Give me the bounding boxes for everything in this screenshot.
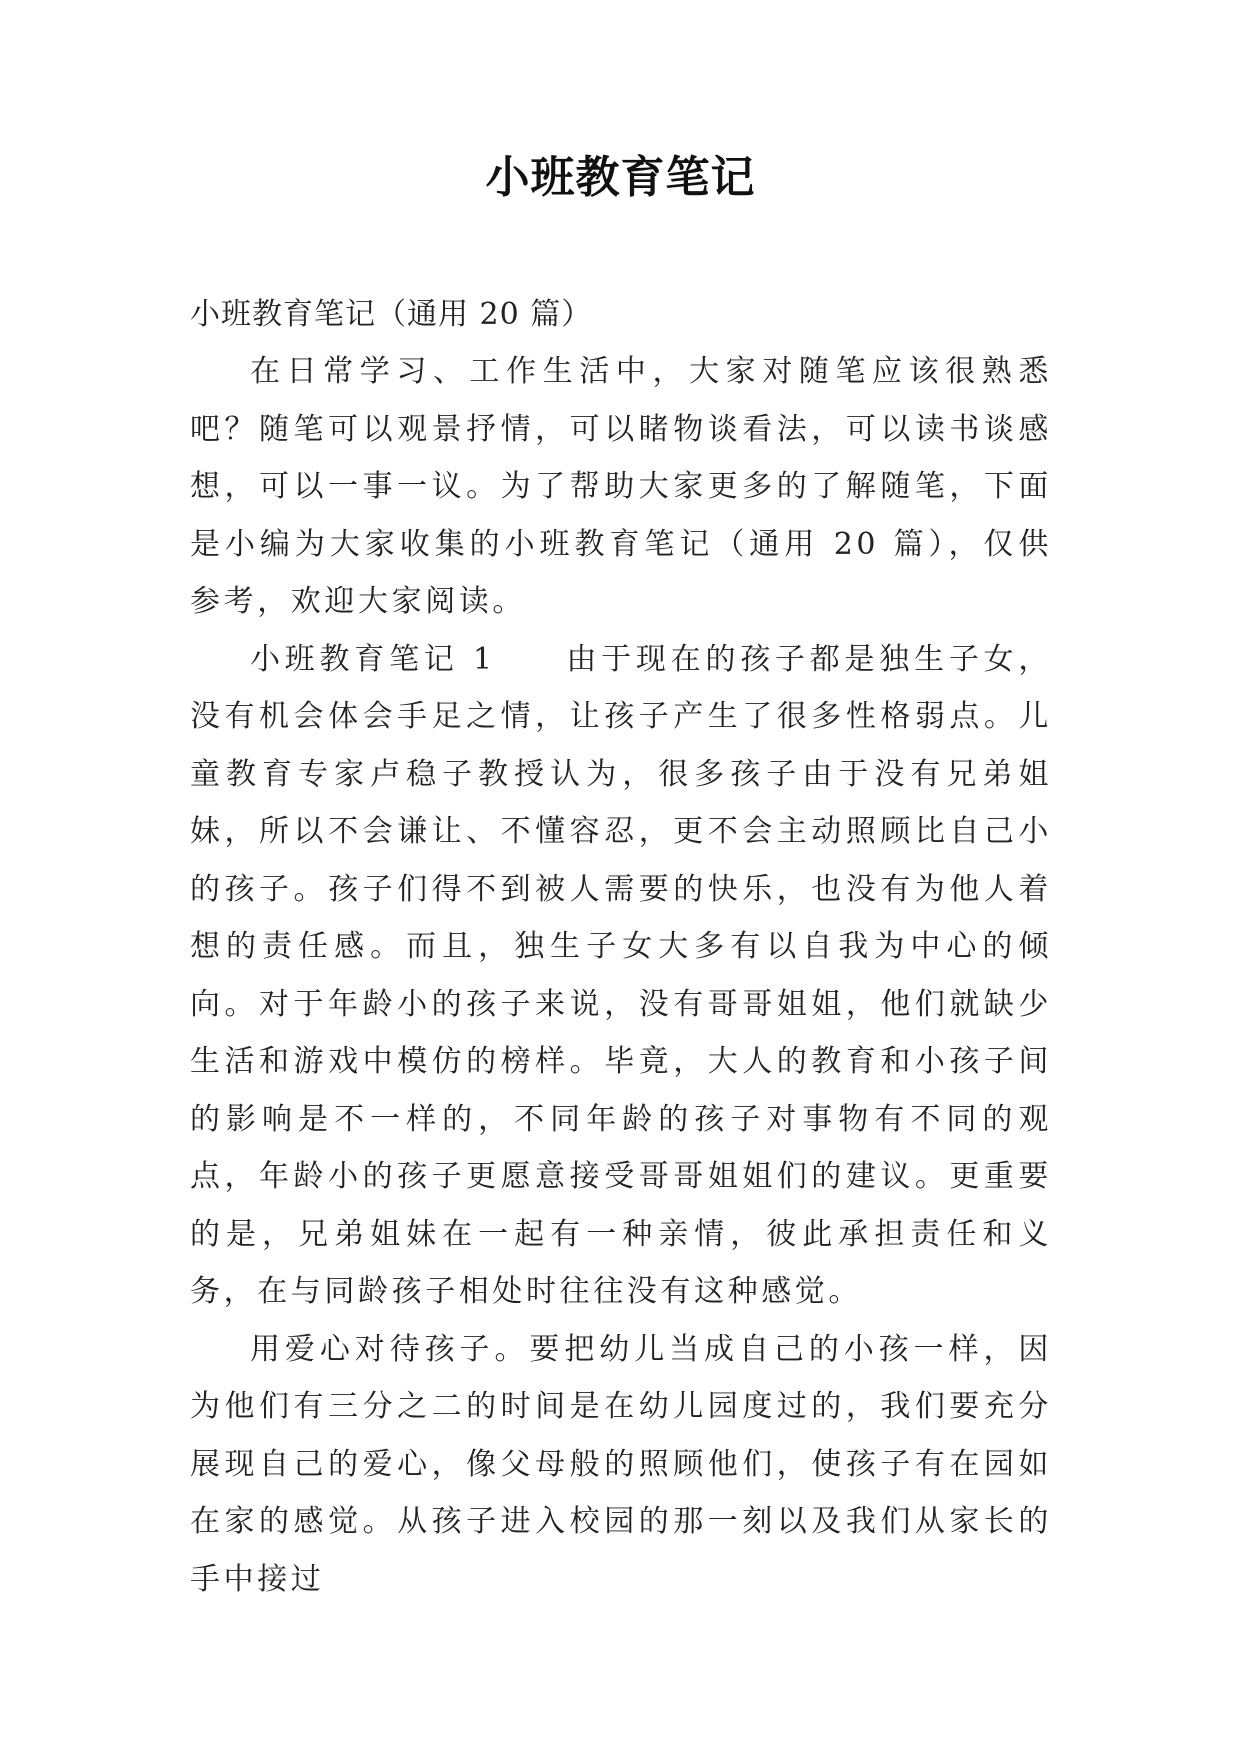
paragraph-love: 用爱心对待孩子。要把幼儿当成自己的小孩一样，因为他们有三分之二的时间是在幼儿园度过的，我们要充分展现自己的爱心，像父母般的照顾他们，使孩子有在园如在家的感觉。从孩子进入校园的那一刻以及我们从家长的手中接过 [190, 1331, 1052, 1597]
document-body [190, 286, 1052, 1608]
document-title: 小班教育笔记 [485, 152, 756, 203]
paragraph-intro: 在日常学习、工作生活中，大家对随笔应该很熟悉吧？随笔可以观景抒情，可以睹物谈看法，可以读书谈感想，可以一事一议。为了帮助大家更多的了解随笔，下面是小编为大家收集的小班教育笔记（通用 20 篇），仅供参考，欢迎大家阅读。 [190, 354, 1052, 619]
paragraph-note-1: 小班教育笔记 1 由于现在的孩子都是独生子女，没有机会体会手足之情，让孩子产生了很多性格弱点。儿童教育专家卢稳子教授认为，很多孩子由于没有兄弟姐妹，所以不会谦让、不懂容忍，更不会主动照顾比自己小的孩子。孩子们得不到被人需要的快乐，也没有为他人着想的责任感。而且，独生子女大多有以自我为中心的倾向。对于年龄小的孩子来说，没有哥哥姐姐，他们就缺少生活和游戏中模仿的榜样。毕竟，大人的教育和小孩子间的影响是不一样的，不同年龄的孩子对事物有不同的观点，年龄小的孩子更愿意接受哥哥姐姐们的建议。更重要的是，兄弟姐妹在一起有一种亲情，彼此承担责任和义务，在与同龄孩子相处时往往没有这种感觉。 [190, 641, 1052, 1309]
document-subtitle: 小班教育笔记（通用 20 篇） [190, 297, 593, 332]
